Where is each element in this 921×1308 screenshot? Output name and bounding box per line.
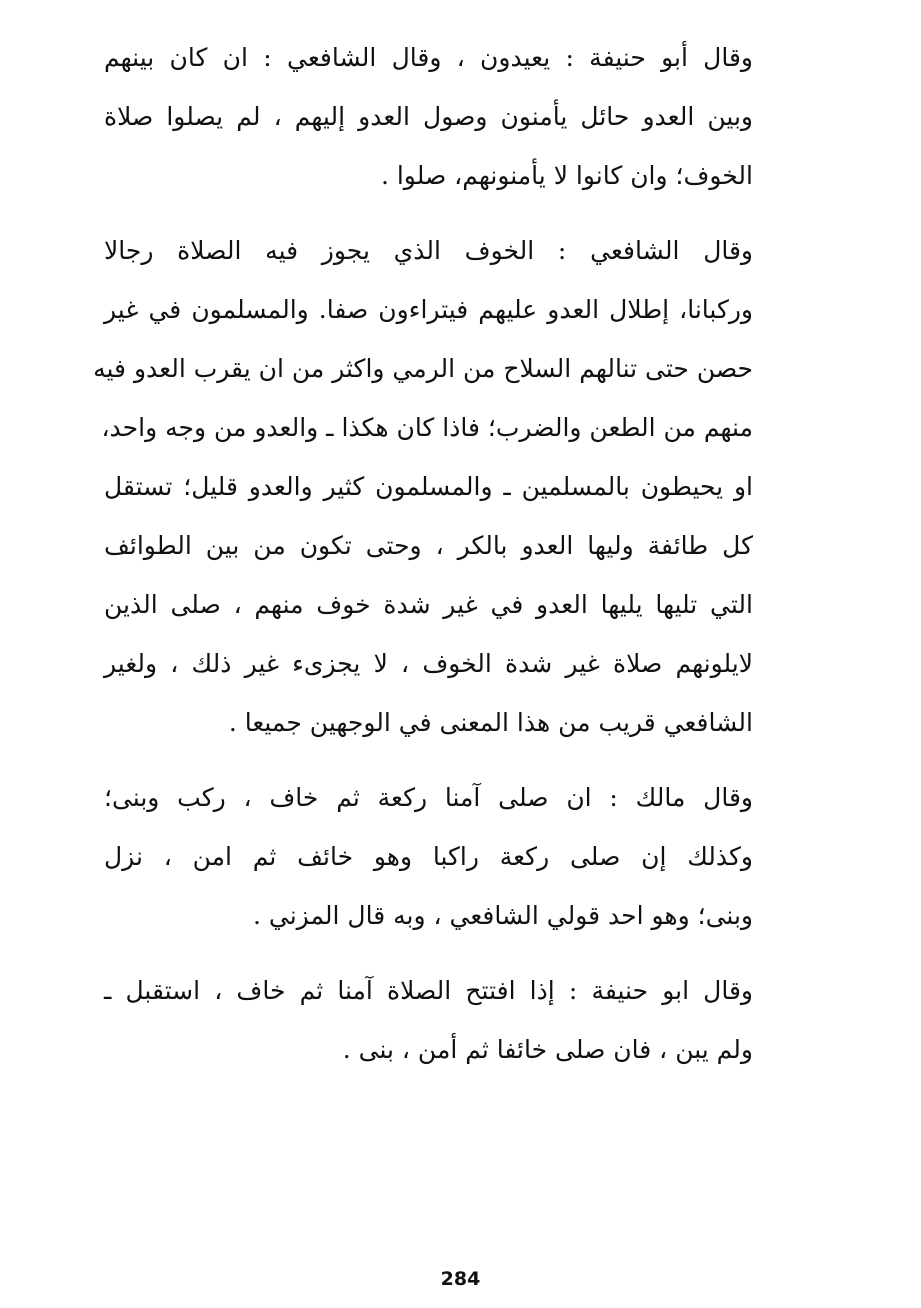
paragraph-malik	[104, 768, 753, 945]
page-number: 284	[440, 1268, 481, 1290]
text-line: منهم من الطعن والضرب؛ فاذا كان هكذا ـ والعدو من وجه واحد،	[101, 413, 753, 442]
body-text	[93, 28, 753, 1079]
text-line: وبنى؛ وهو احد قولي الشافعي ، وبه قال المزني .	[252, 901, 753, 930]
text-line: وقال ابو حنيفة : إذا افتتح الصلاة آمنا ثم خاف ، استقبل ـ	[104, 976, 753, 1005]
paragraph-spacer	[104, 752, 753, 768]
text-line: الشافعي قريب من هذا المعنى في الوجهين جميعا .	[228, 708, 753, 737]
paragraph-shafii-fear	[93, 221, 753, 752]
paragraph-spacer	[104, 945, 753, 961]
text-line: وقال الشافعي : الخوف الذي يجوز فيه الصلاة رجالا	[104, 236, 753, 265]
paragraph-spacer	[104, 205, 753, 221]
text-line: وبين العدو حائل يأمنون وصول العدو إليهم ، لم يصلوا صلاة	[104, 102, 753, 131]
text-line: الخوف؛ وان كانوا لا يأمنونهم، صلوا .	[380, 161, 753, 190]
text-line: او يحيطون بالمسلمين ـ والمسلمون كثير والعدو قليل؛ تستقل	[104, 472, 753, 501]
paragraph-abu-hanifa-shafii	[104, 28, 753, 205]
text-line: وكذلك إن صلى ركعة راكبا وهو خائف ثم امن ، نزل	[104, 842, 753, 871]
text-line: التي تليها يليها العدو في غير شدة خوف منهم ، صلى الذين	[104, 590, 753, 619]
text-line: وقال مالك : ان صلى آمنا ركعة ثم خاف ، ركب وبنى؛	[104, 783, 753, 812]
text-line: ولم يبن ، فان صلى خائفا ثم أمن ، بنى .	[342, 1035, 753, 1064]
text-line: كل طائفة وليها العدو بالكر ، وحتى تكون من بين الطوائف	[104, 531, 753, 560]
text-line: وقال أبو حنيفة : يعيدون ، وقال الشافعي : ان كان بينهم	[104, 43, 753, 72]
text-line: وركبانا، إطلال العدو عليهم فيتراءون صفا. والمسلمون في غير	[104, 295, 753, 324]
paragraph-abu-hanifa-start	[104, 961, 753, 1079]
text-line: حصن حتى تنالهم السلاح من الرمي واكثر من ان يقرب العدو فيه	[93, 354, 753, 383]
text-line: لايلونهم صلاة غير شدة الخوف ، لا يجزىء غير ذلك ، ولغير	[104, 649, 753, 678]
